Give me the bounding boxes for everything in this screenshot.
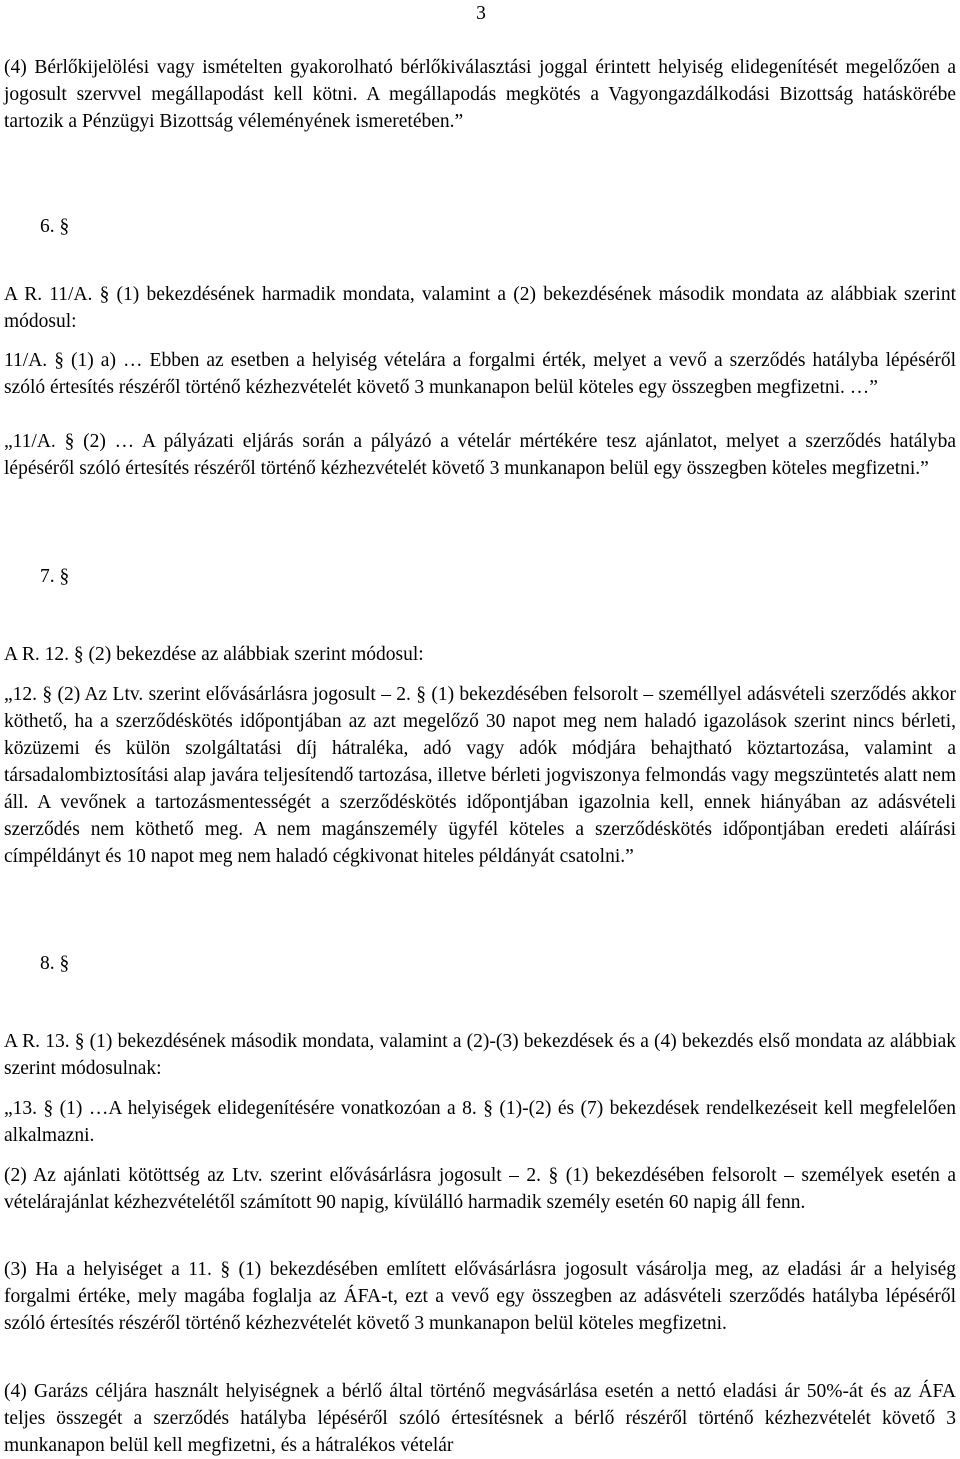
paragraph-13-4: (4) Garázs céljára használt helyiségnek a bérlő által történő megvásárlása esetén a nettó eladási ár 50%-át és az ÁFA teljes összegét a szerződés hatályba lépéséről szóló értesítésnek a bérlő részéről történő kézhezvételét követő 3 munkanapon belül kell megfizetni, és a hátralékos vételár [4, 1381, 956, 1456]
paragraph-12-2: „12. § (2) Az Ltv. szerint elővásárlásra jogosult – 2. § (1) bekezdésében felsorolt – személlyel adásvételi szerződés akkor köthető, ha a szerződéskötés időpontjában az azt megelőző 30 napot meg nem haladó igazolások szerint nincs bérleti, közüzemi és külön szolgáltatási díj hátraléka, adó vagy adók módjára behajtható köztartozása, valamint a társadalombiztosítási alap javára teljesítendő tartozása, illetve bérleti jogviszonya felmondás vagy megszüntetés alatt nem áll. A vevőnek a tartozásmentességét a szerződéskötés időpontjában igazolnia kell, ennek hiányában az adásvételi szerződés nem köthető meg. A nem magánszemély ügyfél köteles a szerződéskötés időpontjában eredeti aláírási címpéldányt és 10 napot meg nem haladó cégkivonat hiteles példányát csatolni.” [4, 684, 956, 867]
section-6-heading: 6. § [40, 216, 70, 237]
paragraph-13-1: „13. § (1) …A helyiségek elidegenítésére vonatkozóan a 8. § (1)-(2) és (7) bekezdések rendelkezéseit kell megfelelően alkalmazni. [4, 1098, 956, 1146]
paragraph-r-12-amendment-intro: A R. 12. § (2) bekezdése az alábbiak szerint módosul: [4, 644, 424, 665]
paragraph-4-berlokijelolesi: (4) Bérlőkijelölési vagy ismételten gyakorolható bérlőkiválasztási joggal érintett helyiség elidegenítését megelőzően a jogosult szervvel megállapodást kell kötni. A megállapodás megkötés a Vagyongazdálkodási Bizottság hatáskörébe tartozik a Pénzügyi Bizottság véleményének ismeretében.” [4, 57, 956, 132]
paragraph-11a-1a: 11/A. § (1) a) … Ebben az esetben a helyiség vételára a forgalmi érték, melyet a vevő a szerződés hatályba lépéséről szóló értesítés részéről történő kézhezvételét követő 3 munkanapon belül köteles egy összegben megfizetni. …” [4, 350, 956, 398]
section-8-heading: 8. § [40, 953, 70, 974]
paragraph-13-2: (2) Az ajánlati kötöttség az Ltv. szerint elővásárlásra jogosult – 2. § (1) bekezdésében felsorolt – személyek esetén a vételárajánlat kézhezvételétől számított 90 napig, kívülálló harmadik személy esetén 60 napig áll fenn. [4, 1165, 956, 1213]
paragraph-13-3: (3) Ha a helyiséget a 11. § (1) bekezdésében említett elővásárlásra jogosult vásárolja meg, az eladási ár a helyiség forgalmi értéke, mely magába foglalja az ÁFA-t, ezt a vevő egy összegben az adásvételi szerződés hatályba lépéséről szóló értesítés részéről történő kézhezvételét követő 3 munkanapon belül köteles megfizetni. [4, 1259, 956, 1334]
paragraph-r-11a-amendment-intro: A R. 11/A. § (1) bekezdésének harmadik mondata, valamint a (2) bekezdésének második mondata az alábbiak szerint módosul: [4, 284, 956, 332]
paragraph-11a-2: „11/A. § (2) … A pályázati eljárás során a pályázó a vételár mértékére tesz ajánlatot, melyet a szerződés hatályba lépéséről szóló értesítés részéről történő kézhezvételét követő 3 munkanapon belül egy összegben köteles megfizetni.” [4, 431, 956, 479]
section-7-heading: 7. § [40, 566, 70, 587]
page-number: 3 [476, 3, 486, 24]
paragraph-r-13-amendment-intro: A R. 13. § (1) bekezdésének második mondata, valamint a (2)-(3) bekezdések és a (4) bekezdés első mondata az alábbiak szerint módosulnak: [4, 1031, 956, 1079]
